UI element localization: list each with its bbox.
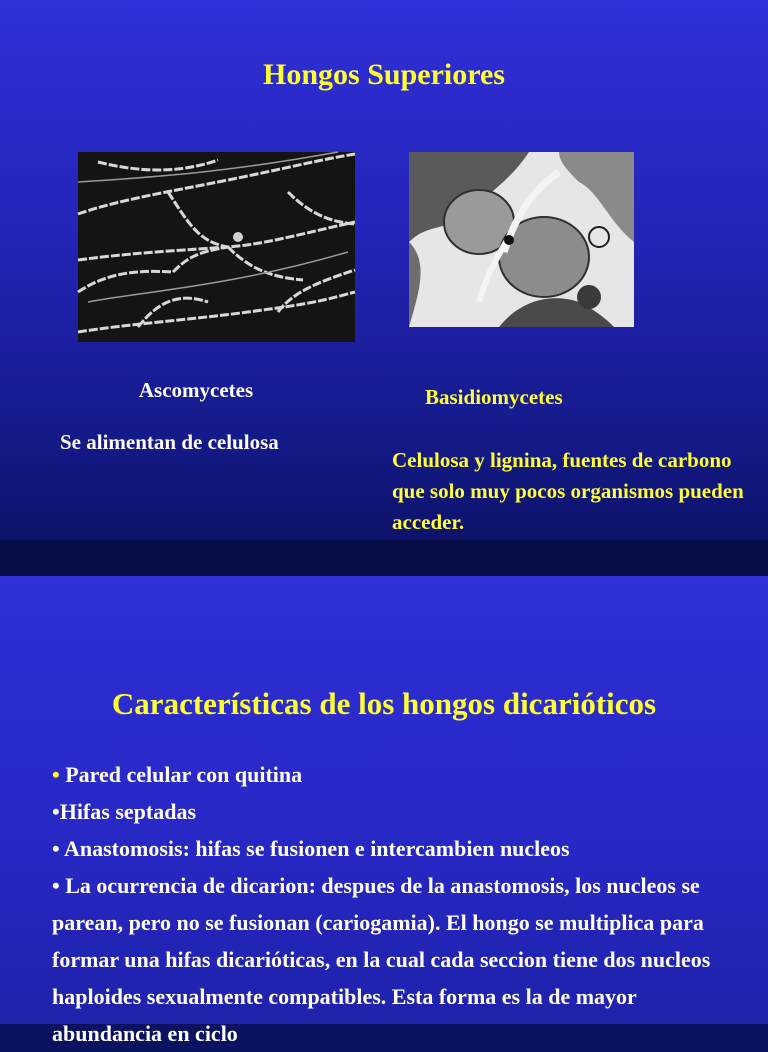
basidiomycetes-photo — [409, 152, 634, 327]
basidiomycetes-description: Celulosa y lignina, fuentes de carbono que solo muy pocos organismos pueden acceder. — [392, 448, 744, 534]
bullet-text: Pared celular con quitina — [65, 762, 303, 787]
slide-caracteristicas — [0, 576, 768, 1046]
ascomycetes-label: Ascomycetes — [138, 378, 254, 402]
bullet-item — [52, 830, 732, 867]
hyphae-micrograph-icon — [78, 152, 355, 342]
slide-title: Características de los hongos dicarióticos — [111, 686, 657, 721]
bullet-mark: • — [52, 762, 66, 787]
bullet-item — [52, 867, 732, 1052]
bullet-text: La ocurrencia de dicarion: despues de la anastomosis, los nucleos se parean, pero no se fusionan (cariogamia). El hongo se multiplica para formar una hifas dicarióticas, en la cual cada seccion tiene dos nucleos haploides sexualmente compatibles. Esta forma es la de mayor abundancia en ciclo — [52, 873, 711, 1046]
slide-separator — [0, 540, 768, 576]
bullet-item — [52, 793, 732, 830]
cell-micrograph-icon — [409, 152, 634, 327]
bullet-mark: • — [52, 836, 64, 861]
bullet-text: Anastomosis: hifas se fusionen e intercambien nucleos — [64, 836, 570, 861]
slide-title: Hongos Superiores — [263, 58, 505, 91]
bullet-text: Hifas septadas — [59, 799, 196, 824]
ascomycetes-photo — [78, 152, 355, 342]
bullet-mark: • — [52, 799, 60, 824]
ascomycetes-description: Se alimentan de celulosa — [60, 430, 279, 454]
bullet-list — [52, 756, 732, 1052]
bullet-item — [52, 756, 732, 793]
bullet-mark: • — [52, 873, 66, 898]
basidiomycetes-label: Basidiomycetes — [425, 385, 563, 409]
